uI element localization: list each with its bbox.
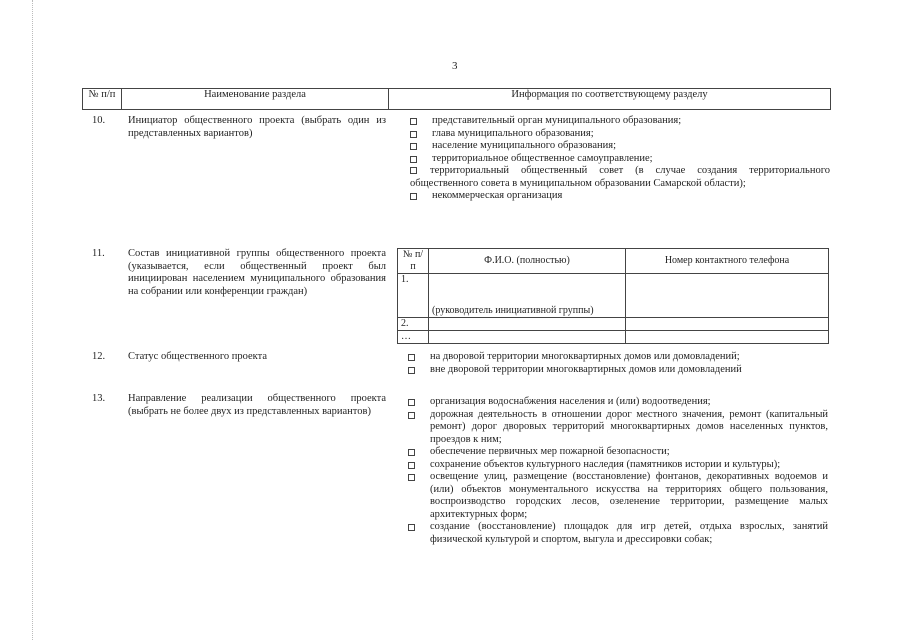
- header-info-cell: [388, 88, 831, 110]
- checkbox[interactable]: [408, 474, 415, 481]
- option-label: население муниципального образования;: [432, 140, 617, 151]
- header-num-cell: [82, 88, 122, 110]
- checkbox[interactable]: [408, 399, 415, 406]
- checkbox[interactable]: [408, 449, 415, 456]
- table-cell: …: [398, 331, 429, 344]
- table-cell: 1.: [398, 274, 429, 318]
- row-options: [408, 351, 828, 376]
- header-num: № п/п: [88, 89, 116, 100]
- table-cell: 2.: [398, 318, 429, 331]
- checkbox[interactable]: [410, 156, 417, 163]
- option-item: [408, 471, 828, 521]
- checkbox[interactable]: [410, 167, 417, 174]
- header-info: Информация по соответствующему разделу: [511, 89, 708, 100]
- option-item: [408, 521, 828, 546]
- option-item: [410, 140, 830, 153]
- table-cell[interactable]: [626, 274, 829, 318]
- option-label: создание (восстановление) площадок для игр детей, отдыха взрослых, занятий физической культурой и спортом, выгула и дрессировки собак;: [430, 521, 828, 545]
- table-cell[interactable]: (руководитель инициативной группы): [429, 274, 626, 318]
- option-label: некоммерческая организация: [432, 190, 563, 201]
- checkbox[interactable]: [410, 143, 417, 150]
- table-header-row: [398, 249, 829, 274]
- option-item: [410, 115, 830, 128]
- table-header-cell: Ф.И.О. (полностью): [429, 249, 626, 274]
- checkbox[interactable]: [408, 367, 415, 374]
- option-label: вне дворовой территории многоквартирных домов или домовладений: [430, 363, 742, 375]
- scan-margin: [32, 0, 33, 640]
- option-item: [408, 364, 828, 377]
- option-label: территориальное общественное самоуправление;: [432, 152, 653, 164]
- option-item: [410, 128, 830, 141]
- option-item: [408, 459, 828, 472]
- row-num: 11.: [92, 248, 105, 259]
- checkbox[interactable]: [408, 412, 415, 419]
- table-header-cell: Номер контактного телефона: [626, 249, 829, 274]
- header-name-cell: [121, 88, 389, 110]
- checkbox[interactable]: [408, 354, 415, 361]
- option-label: освещение улиц, размещение (восстановление) фонтанов, декоративных водоемов и (или) объектов монументального искусства на территориях общего пользования, воспроизводство городских лесов, озеленение территории, размещение малых архитектурных форм;: [430, 471, 828, 520]
- row-num: 13.: [92, 393, 106, 404]
- row-options: [410, 115, 830, 203]
- checkbox[interactable]: [408, 462, 415, 469]
- checkbox[interactable]: [410, 131, 417, 138]
- checkbox[interactable]: [410, 118, 417, 125]
- initiative-group-table: [397, 248, 829, 344]
- row-name: Статус общественного проекта: [128, 351, 268, 362]
- row-num: 12.: [92, 351, 106, 362]
- option-label: сохранение объектов культурного наследия (памятников истории и культуры);: [430, 458, 781, 470]
- table-row: [398, 318, 829, 331]
- header-name: Наименование раздела: [204, 89, 306, 100]
- row-options: [408, 396, 828, 546]
- option-label: обеспечение первичных мер пожарной безопасности;: [430, 446, 670, 457]
- row-name: Состав инициативной группы общественного проекта (указывается, если общественный проект был инициирован населением муниципального образования на собрании или конференции граждан): [128, 248, 386, 297]
- option-item: [408, 409, 828, 447]
- table-header-cell: № п/п: [398, 249, 429, 274]
- table-cell[interactable]: [626, 318, 829, 331]
- table-cell[interactable]: [429, 331, 626, 344]
- option-label: территориальный общественный совет (в случае создания территориального общественного совета в муниципальном образовании Самарской области);: [410, 165, 830, 189]
- row-num: 10.: [92, 115, 106, 126]
- option-label: организация водоснабжения населения и (или) водоотведения;: [430, 396, 711, 407]
- option-item: [410, 190, 830, 203]
- option-item: [408, 351, 828, 364]
- option-item: [408, 446, 828, 459]
- option-label: дорожная деятельность в отношении дорог местного значения, ремонт (капитальный ремонт) дорог дворовых территорий многоквартирных домов населенных пунктов, проездов к ним;: [430, 408, 828, 445]
- option-item: [408, 396, 828, 409]
- checkbox[interactable]: [408, 524, 415, 531]
- table-cell[interactable]: [429, 318, 626, 331]
- checkbox[interactable]: [410, 193, 417, 200]
- option-item: [410, 165, 830, 190]
- option-label: глава муниципального образования;: [432, 127, 594, 139]
- table-row: [398, 331, 829, 344]
- page-number: 3: [452, 60, 458, 72]
- table-cell[interactable]: [626, 331, 829, 344]
- option-label: представительный орган муниципального образования;: [432, 115, 682, 126]
- table-row: [398, 274, 829, 318]
- option-item: [410, 153, 830, 166]
- row-name: Инициатор общественного проекта (выбрать один из представленных вариантов): [128, 115, 386, 139]
- row-name: Направление реализации общественного проекта (выбрать не более двух из представленных вариантов): [128, 393, 386, 417]
- option-label: на дворовой территории многоквартирных домов или домовладений;: [430, 351, 740, 362]
